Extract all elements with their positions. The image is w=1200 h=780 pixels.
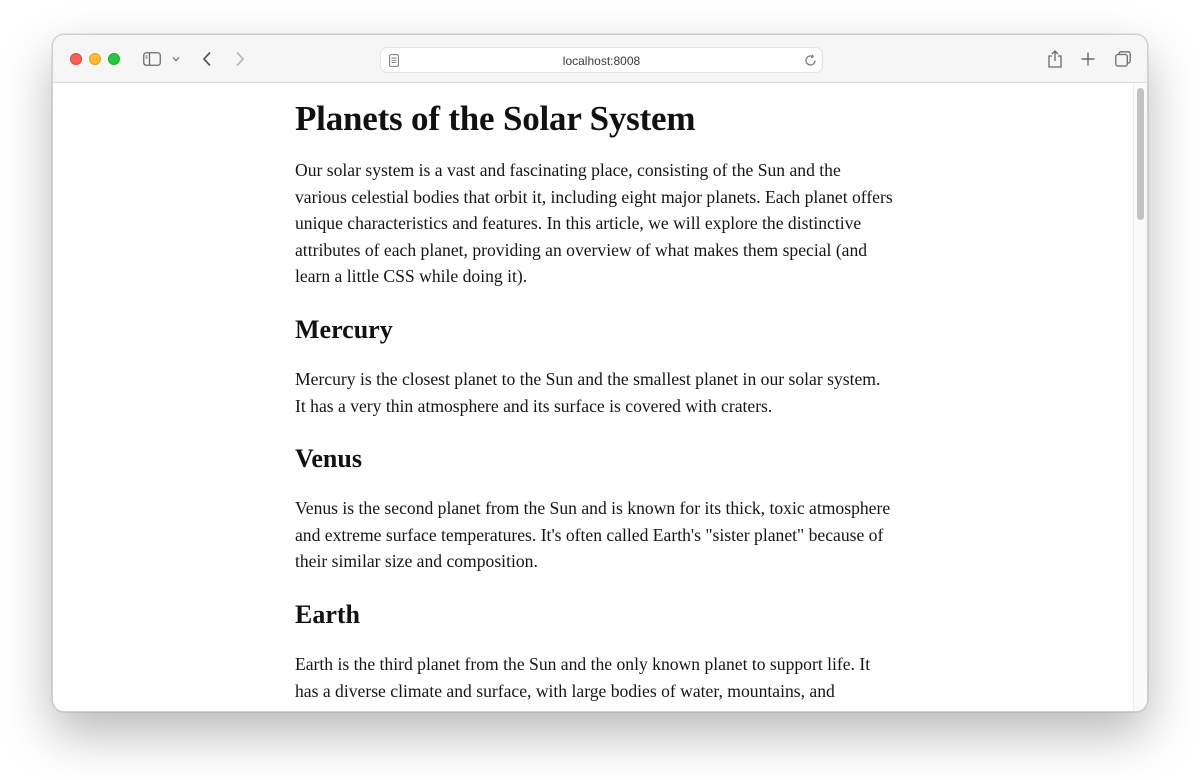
plus-icon[interactable] <box>1079 47 1097 71</box>
share-icon[interactable] <box>1046 47 1064 71</box>
article <box>295 90 895 704</box>
section-body-mercury: Mercury is the closest planet to the Sun and the smallest planet in our solar system. It has a very thin atmosphere and its surface is covered with craters. <box>295 368 881 416</box>
zoom-window-button[interactable] <box>108 53 120 65</box>
address-url: localhost:8008 <box>562 54 641 68</box>
section-body-earth: Earth is the third planet from the Sun and the only known planet to support life. It has a diverse climate and surface, with large bodies of water, mountains, and <box>295 653 871 701</box>
intro-paragraph: Our solar system is a vast and fascinating place, consisting of the Sun and the various celestial bodies that orbit it, including eight major planets. Each planet offers unique characteristics and features. In this article, we will explore the distinctive attributes of each planet, providing an overview of what makes them special (and learn a little CSS while doing it). <box>295 160 893 287</box>
page-viewport[interactable] <box>53 84 1147 711</box>
chevron-left-icon[interactable] <box>198 47 216 71</box>
page-title: Planets of the Solar System <box>295 99 696 138</box>
sidebar-icon[interactable] <box>142 47 162 71</box>
chevron-down-icon[interactable] <box>170 47 182 71</box>
close-window-button[interactable] <box>70 53 82 65</box>
section-heading-earth: Earth <box>295 599 360 629</box>
scrollbar-thumb[interactable] <box>1137 88 1144 220</box>
tab-overview-icon[interactable] <box>1114 47 1132 71</box>
section-heading-venus: Venus <box>295 444 362 474</box>
browser-toolbar <box>53 35 1147 83</box>
browser-window <box>52 34 1148 712</box>
section-heading-mercury: Mercury <box>295 314 393 344</box>
section-body-venus: Venus is the second planet from the Sun and is known for its thick, toxic atmosphere and extreme surface temperatures. It's often called Earth's "sister planet" because of their similar size and composition. <box>295 498 891 572</box>
vertical-scrollbar[interactable] <box>1133 84 1147 711</box>
chevron-right-icon[interactable] <box>231 47 249 71</box>
minimize-window-button[interactable] <box>89 53 101 65</box>
address-bar[interactable] <box>380 47 823 73</box>
reload-icon[interactable] <box>804 54 817 72</box>
